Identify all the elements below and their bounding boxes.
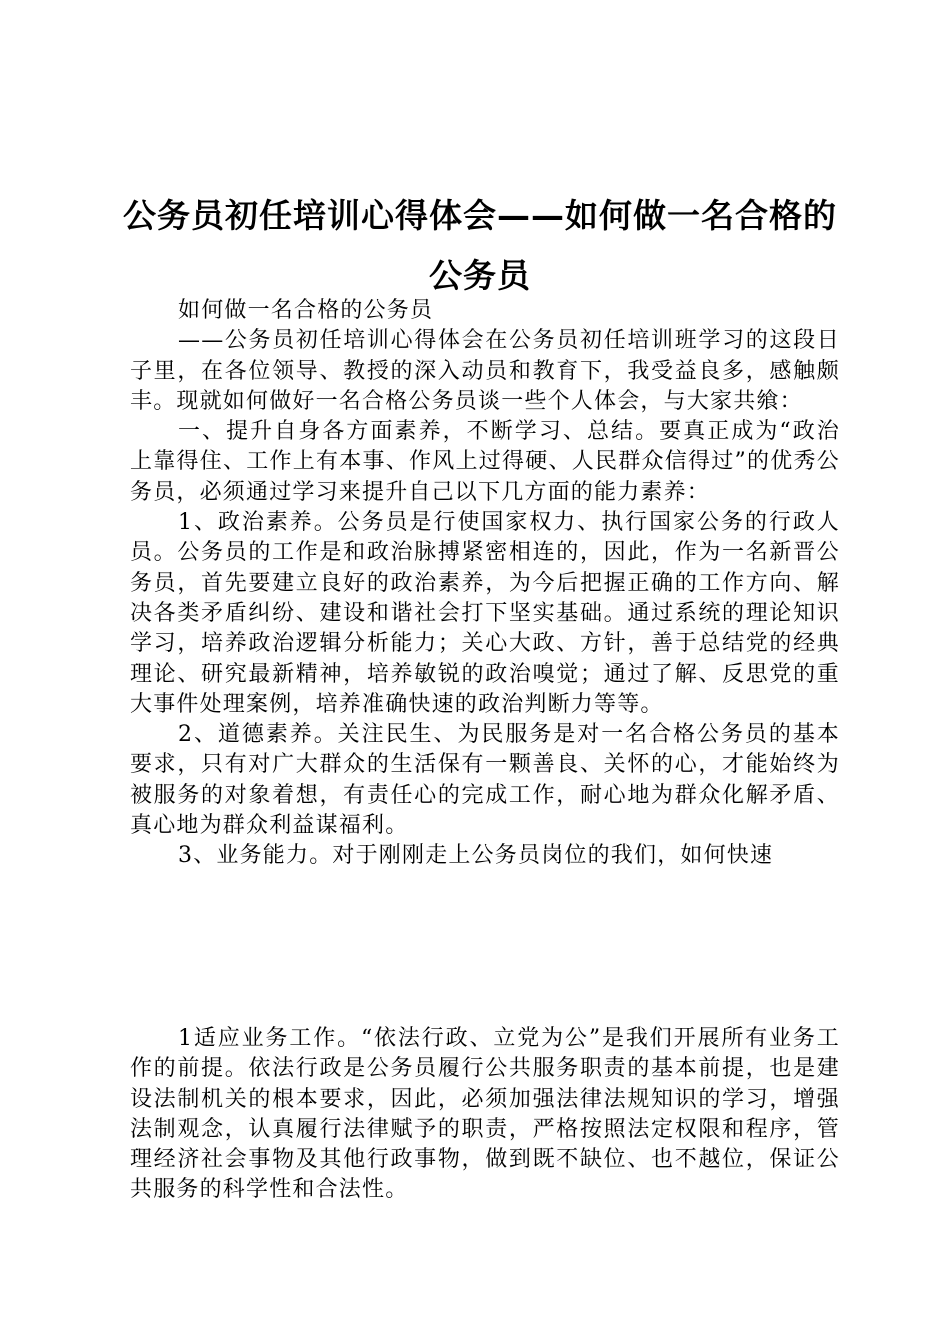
intro-paragraph: ——公务员初任培训心得体会在公务员初任培训班学习的这段日子里，在各位领导、教授的深入动员和教育下，我受益良多，感触颇丰。现就如何做好一名合格公务员谈一些个人体会，与大家共飨：	[130, 328, 840, 414]
body-text-section	[130, 296, 840, 872]
moral-quality-paragraph: 2、道德素养。关注民生、为民服务是对一名合格公务员的基本要求，只有对广大群众的生活保有一颗善良、关怀的心，才能始终为被服务的对象着想，有责任心的完成工作，耐心地为群众化解矛盾、真心地为群众利益谋福利。	[130, 722, 840, 839]
continuation-paragraph: 1适应业务工作。“依法行政、立党为公”是我们开展所有业务工作的前提。依法行政是公务员履行公共服务职责的基本前提，也是建设法制机关的根本要求，因此，必须加强法律法规知识的学习，增强法制观念，认真履行法律赋予的职责，严格按照法定权限和程序，管理经济社会事物及其他行政事物，做到既不缺位、也不越位，保证公共服务的科学性和合法性。	[130, 1026, 840, 1203]
subtitle-paragraph: 如何做一名合格的公务员	[178, 298, 434, 323]
section-one-paragraph: 一、提升自身各方面素养，不断学习、总结。要真正成为“政治上靠得住、工作上有本事、作风上过得硬、人民群众信得过”的优秀公务员，必须通过学习来提升自己以下几方面的能力素养：	[130, 419, 840, 505]
body-text-continuation	[130, 1024, 840, 1206]
political-quality-paragraph: 1、政治素养。公务员是行使国家权力、执行国家公务的行政人员。公务员的工作是和政治脉搏紧密相连的，因此，作为一名新晋公务员，首先要建立良好的政治素养，为今后把握正确的工作方向、解决各类矛盾纠纷、建设和谐社会打下坚实基础。通过系统的理论知识学习，培养政治逻辑分析能力；关心大政、方针，善于总结党的经典理论、研究最新精神，培养敏锐的政治嗅觉；通过了解、反思党的重大事件处理案例，培养准确快速的政治判断力等等。	[130, 510, 840, 717]
work-ability-paragraph: 3、业务能力。对于刚刚走上公务员岗位的我们，如何快速	[178, 843, 774, 869]
document-title: 公务员初任培训心得体会——如何做一名合格的公务员	[123, 196, 837, 295]
